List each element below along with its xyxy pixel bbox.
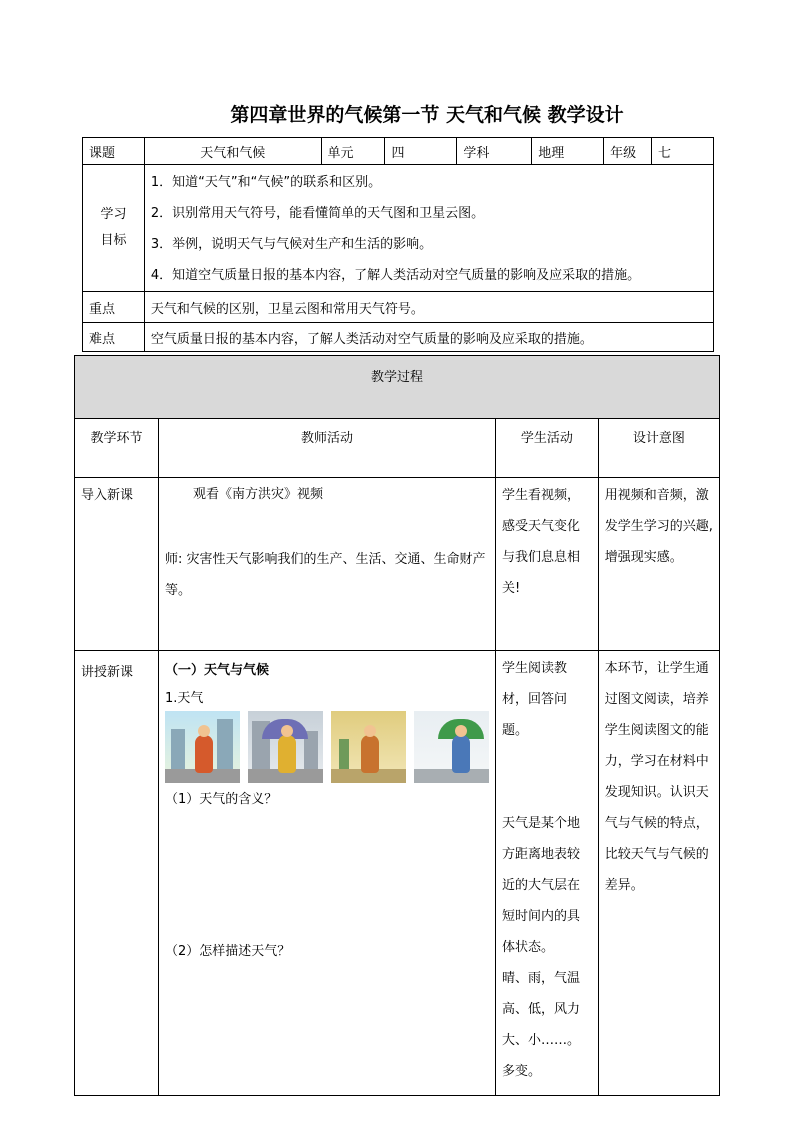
- intro-teacher-line2: 师: 灾害性天气影响我们的生产、生活、交通、生命财产等。: [165, 552, 486, 598]
- unit-value: 四: [385, 138, 457, 165]
- lesson-value: 天气和气候: [144, 138, 321, 165]
- column-header: 教学环节: [75, 419, 159, 478]
- column-header: 学生活动: [496, 419, 599, 478]
- question-1: （1）天气的含义？: [165, 792, 278, 807]
- lesson-info-table: [82, 137, 714, 352]
- new-teacher: [159, 651, 496, 1096]
- difficulties-value: 空气质量日报的基本内容，了解人类活动对空气质量的影响及应采取的措施。: [144, 323, 713, 352]
- lesson-info-row: [83, 138, 714, 165]
- process-heading-row: [75, 356, 720, 419]
- key-points-label: 重点: [83, 292, 145, 323]
- difficulties-label: 难点: [83, 323, 145, 352]
- intro-intent: 用视频和音频，激发学生学习的兴趣,增强现实感。: [598, 478, 719, 651]
- objective-item: 1．知道“天气”和“气候”的联系和区别。: [150, 175, 382, 190]
- new-lesson-row: [75, 651, 720, 1096]
- student-answer-1: 天气是某个地方距离地表较近的大气层在短时间内的具体状态。: [502, 816, 581, 955]
- student-answer-2: 晴、雨，气温高、低，风力大、小……。多变。: [502, 971, 581, 1079]
- grade-value: 七: [652, 138, 714, 165]
- key-points-value: 天气和气候的区别，卫星云图和常用天气符号。: [144, 292, 713, 323]
- process-header-row: [75, 419, 720, 478]
- subsection-title: 1.天气: [165, 691, 204, 706]
- section-title: （一）天气与气候: [165, 663, 270, 678]
- key-points-row: [83, 292, 714, 323]
- objectives-label: [83, 165, 145, 292]
- objectives-row: [83, 165, 714, 292]
- objective-item: 4．知道空气质量日报的基本内容，了解人类活动对空气质量的影响及应采取的措施。: [150, 268, 641, 283]
- intro-stage: 导入新课: [75, 478, 159, 651]
- difficulties-row: [83, 323, 714, 352]
- new-student: [496, 651, 599, 1096]
- storm-weather-image: [414, 711, 489, 783]
- lesson-label: 课题: [83, 138, 145, 165]
- new-intent: 本环节，让学生通过图文阅读，培养学生阅读图文的能力，学习在材料中发现知识。认识天气与气候的特点，比较天气与气候的差异。: [598, 651, 719, 1096]
- document-title: 第四章世界的气候第一节 天气和气候 教学设计: [230, 104, 624, 126]
- student-activity-1: 学生阅读教材，回答问题。: [502, 661, 568, 738]
- teaching-process-table: [74, 355, 720, 1096]
- objective-item: 2．识别常用天气符号，能看懂简单的天气图和卫星云图。: [150, 206, 485, 221]
- objective-item: 3．举例，说明天气与气候对生产和生活的影响。: [150, 237, 433, 252]
- objectives-cell: [144, 165, 713, 292]
- weather-illustrations: [165, 711, 489, 783]
- subject-label: 学科: [457, 138, 532, 165]
- unit-label: 单元: [321, 138, 385, 165]
- intro-student: 学生看视频，感受天气变化与我们息息相关!: [496, 478, 599, 651]
- grade-label: 年级: [604, 138, 652, 165]
- objectives-list: [151, 167, 707, 291]
- objectives-label-line2: 目标: [100, 233, 127, 248]
- column-header: 教师活动: [159, 419, 496, 478]
- objectives-label-line1: 学习: [100, 207, 127, 222]
- column-header: 设计意图: [598, 419, 719, 478]
- rainy-weather-image: [248, 711, 323, 783]
- intro-row: [75, 478, 720, 651]
- intro-teacher-line1: 观看《南方洪灾》视频: [193, 487, 324, 502]
- intro-teacher: [159, 478, 496, 651]
- windy-weather-image: [331, 711, 406, 783]
- sunny-weather-image: [165, 711, 240, 783]
- new-stage: 讲授新课: [75, 651, 159, 1096]
- question-2: （2）怎样描述天气？: [165, 944, 291, 959]
- process-heading: 教学过程: [75, 356, 720, 419]
- subject-value: 地理: [532, 138, 604, 165]
